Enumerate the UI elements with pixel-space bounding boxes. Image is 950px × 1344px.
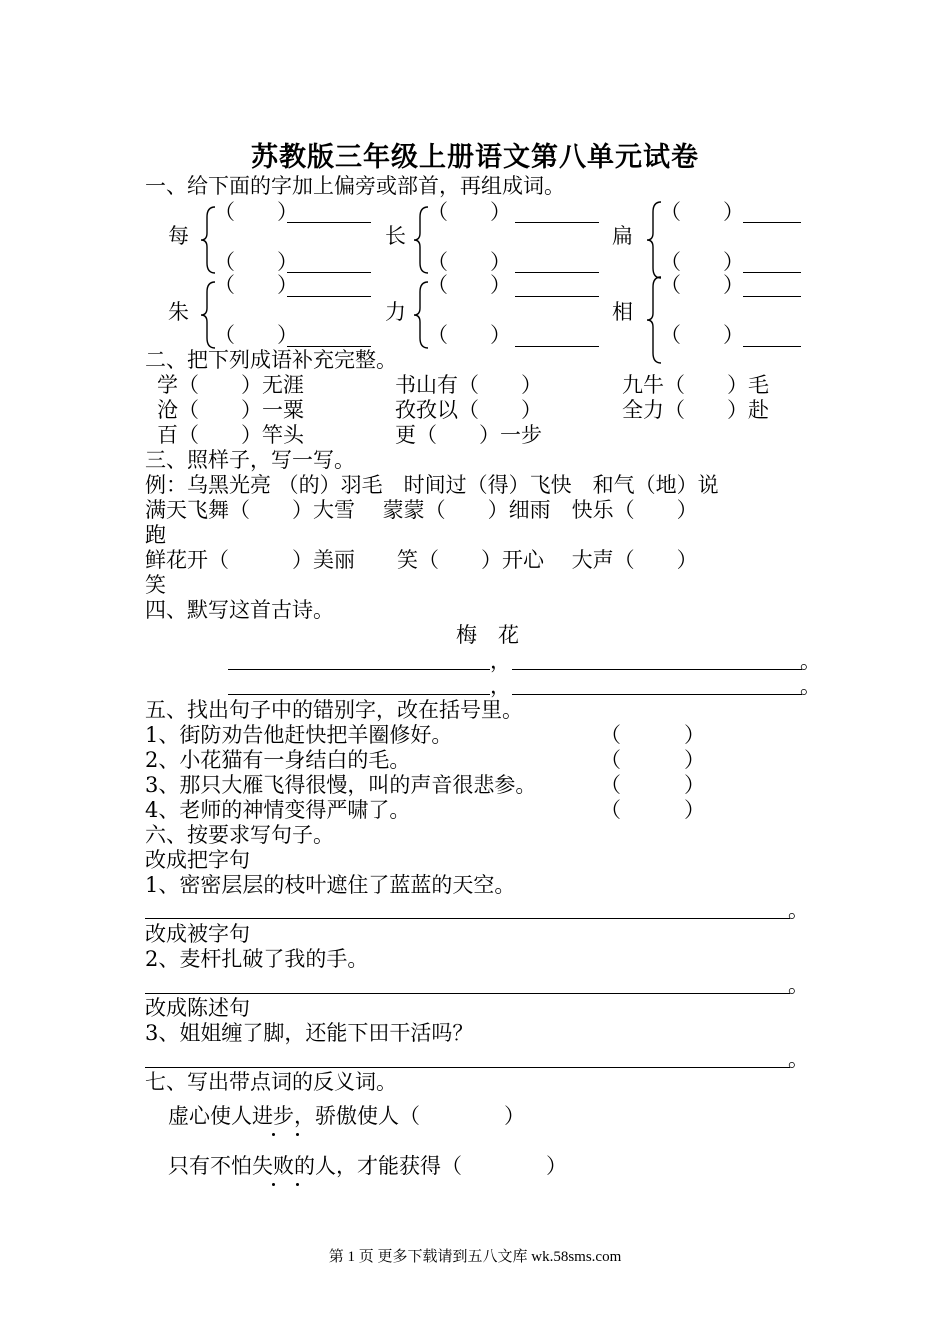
emphasis-dot (272, 1133, 275, 1136)
rewrite-period: 。 (788, 898, 809, 922)
rewrite-answer-line[interactable] (145, 918, 790, 919)
typo-item: 2、小花猫有一身结白的毛。 (145, 748, 411, 772)
blank-paren: （ ） (660, 273, 744, 297)
poem-title: 梅 花 (456, 623, 519, 647)
rewrite-sentence: 2、麦杆扎破了我的手。 (145, 947, 369, 971)
emphasis-dot (296, 1183, 299, 1186)
char-bian: 扁 (612, 224, 633, 248)
section-1-heading: 一、给下面的字加上偏旁或部首，再组成词。 (145, 174, 565, 198)
blank-paren: （ ） (214, 273, 298, 297)
exercise-line: 鲜花开（ ）美丽 笑（ ）开心 大声（ ） (145, 548, 698, 572)
exercise-line: 满天飞舞（ ）大雪 蒙蒙（ ）细雨 快乐（ ） (145, 498, 698, 522)
antonym-item: 只有不怕失败的人，才能获得（ ） (168, 1154, 567, 1178)
blank-paren: （ ） (660, 323, 744, 347)
poem-line-input[interactable] (228, 694, 490, 695)
idiom-item: 孜孜以（ ） (395, 398, 542, 422)
typo-item: 4、老师的神情变得严啸了。 (145, 798, 411, 822)
section-6-heading: 六、按要求写句子。 (145, 823, 334, 847)
example-line: 例：乌黑光亮 （的）羽毛 时间过（得）飞快 和气（地）说 (145, 473, 719, 497)
poem-comma: ， (490, 649, 511, 673)
answer-line[interactable] (287, 296, 371, 297)
rewrite-period: 。 (788, 1047, 809, 1071)
blank-paren: （ ） (427, 200, 511, 224)
answer-paren[interactable]: （ ） (600, 723, 705, 747)
blank-paren: （ ） (214, 250, 298, 274)
answer-line[interactable] (287, 346, 371, 347)
blank-paren: （ ） (214, 200, 298, 224)
poem-line-input[interactable] (512, 669, 802, 670)
blank-paren: （ ） (427, 323, 511, 347)
idiom-item: 沧（ ）一粟 (157, 398, 304, 422)
blank-paren: （ ） (427, 250, 511, 274)
idiom-item: 书山有（ ） (395, 373, 542, 397)
blank-paren: （ ） (660, 200, 744, 224)
blank-paren: （ ） (214, 323, 298, 347)
char-xiang: 相 (612, 300, 633, 324)
exercise-line-wrap: 笑 (145, 573, 166, 597)
answer-line[interactable] (515, 222, 599, 223)
idiom-item: 九牛（ ）毛 (622, 373, 769, 397)
rewrite-answer-line[interactable] (145, 1067, 790, 1068)
answer-line[interactable] (743, 346, 801, 347)
answer-line[interactable] (743, 296, 801, 297)
rewrite-period: 。 (788, 973, 809, 997)
rewrite-label: 改成被字句 (145, 922, 250, 946)
blank-paren: （ ） (427, 273, 511, 297)
poem-line-input[interactable] (512, 694, 802, 695)
poem-line-input[interactable] (228, 669, 490, 670)
rewrite-sentence: 1、密密层层的枝叶遮住了蓝蓝的天空。 (145, 873, 516, 897)
emphasis-dot (272, 1183, 275, 1186)
answer-paren[interactable]: （ ） (600, 748, 705, 772)
poem-period: 。 (800, 649, 821, 673)
rewrite-label: 改成把字句 (145, 848, 250, 872)
char-mei: 每 (168, 224, 189, 248)
char-li: 力 (385, 300, 406, 324)
idiom-item: 百（ ）竿头 (157, 423, 304, 447)
antonym-item: 虚心使人进步，骄傲使人（ ） (168, 1104, 525, 1128)
rewrite-label: 改成陈述句 (145, 996, 250, 1020)
emphasis-dot (296, 1133, 299, 1136)
answer-paren[interactable]: （ ） (600, 798, 705, 822)
answer-line[interactable] (743, 272, 801, 273)
char-zhu: 朱 (168, 300, 189, 324)
page-title: 苏教版三年级上册语文第八单元试卷 (251, 142, 699, 173)
page-footer: 第 1 页 更多下载请到五八文库 wk.58sms.com (328, 1249, 622, 1265)
rewrite-answer-line[interactable] (145, 993, 790, 994)
answer-line[interactable] (515, 346, 599, 347)
section-5-heading: 五、找出句子中的错别字，改在括号里。 (145, 698, 523, 722)
idiom-item: 学（ ）无涯 (157, 373, 304, 397)
typo-item: 1、街防劝告他赶快把羊圈修好。 (145, 723, 453, 747)
typo-item: 3、那只大雁飞得很慢，叫的声音很悲参。 (145, 773, 537, 797)
section-7-heading: 七、写出带点词的反义词。 (145, 1070, 397, 1094)
idiom-item: 更（ ）一步 (395, 423, 542, 447)
rewrite-sentence: 3、姐姐缠了脚，还能下田干活吗？ (145, 1021, 474, 1045)
answer-line[interactable] (743, 222, 801, 223)
exercise-line-wrap: 跑 (145, 523, 166, 547)
answer-line[interactable] (287, 222, 371, 223)
answer-line[interactable] (515, 272, 599, 273)
section-4-heading: 四、默写这首古诗。 (145, 598, 334, 622)
blank-paren: （ ） (660, 250, 744, 274)
section-3-heading: 三、照样子，写一写。 (145, 448, 355, 472)
idiom-item: 全力（ ）赴 (622, 398, 769, 422)
answer-line[interactable] (287, 272, 371, 273)
answer-line[interactable] (515, 296, 599, 297)
section-2-heading: 二、把下列成语补充完整。 (145, 348, 397, 372)
poem-period: 。 (800, 674, 821, 698)
poem-comma: ， (490, 674, 511, 698)
answer-paren[interactable]: （ ） (600, 773, 705, 797)
char-chang: 长 (385, 224, 406, 248)
